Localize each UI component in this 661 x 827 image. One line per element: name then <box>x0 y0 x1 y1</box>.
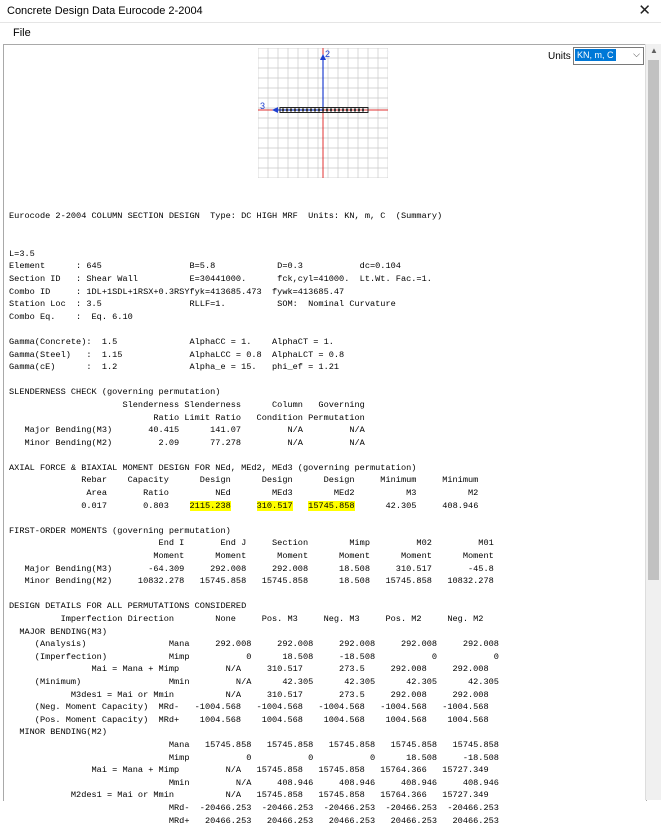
axis-3-label: 3 <box>260 101 266 111</box>
menu-bar <box>0 24 661 43</box>
report-line: (Imperfection) Mimp 0 18.508 -18.508 0 0 <box>9 651 499 662</box>
report-line: AXIAL FORCE & BIAXIAL MOMENT DESIGN FOR NEd, MEd2, MEd3 (governing permutation) <box>9 462 417 473</box>
report-line: MAJOR BENDING(M3) <box>9 626 107 637</box>
report-line: End I End J Section Mimp M02 M01 <box>9 538 494 549</box>
report-line: Major Bending(M3) 40.415 141.07 N/A N/A <box>9 425 365 436</box>
report-line: Gamma(Concrete): 1.5 AlphaCC = 1. AlphaCT = 1. <box>9 336 334 347</box>
report-line: Element : 645 B=5.8 D=0.3 dc=0.104 <box>9 261 401 272</box>
report-line: MINOR BENDING(M2) <box>9 727 107 738</box>
menu-file[interactable]: File <box>13 27 31 39</box>
report-line: Mai = Mana + Mimp N/A 310.517 273.5 292.008 292.008 <box>9 664 489 675</box>
report-line: Rebar Capacity Design Design Design Minimum Minimum <box>9 475 479 486</box>
report-line: 0.017 0.803 2115.238 310.517 15745.858 42.305 408.946 <box>9 500 479 511</box>
units-label: Units <box>548 51 571 62</box>
report-line: Section ID : Shear Wall E=30441000. fck,cyl=41000. Lt.Wt. Fac.=1. <box>9 273 432 284</box>
scrollbar-thumb[interactable] <box>648 60 659 580</box>
report-line: Minor Bending(M2) 2.09 77.278 N/A N/A <box>9 437 365 448</box>
report-line: MRd- -20466.253 -20466.253 -20466.253 -20466.253 -20466.253 <box>9 802 499 813</box>
report-line: Combo Eq. : Eq. 6.10 <box>9 311 133 322</box>
report-line: M3des1 = Mai or Mmin N/A 310.517 273.5 292.008 292.008 <box>9 689 489 700</box>
report-line: Slenderness Slenderness Column Governing <box>9 399 365 410</box>
report-line: Major Bending(M3) -64.309 292.008 292.008 18.508 310.517 -45.8 <box>9 563 494 574</box>
report-line: (Neg. Moment Capacity) MRd- -1004.568 -1004.568 -1004.568 -1004.568 -1004.568 <box>9 702 489 713</box>
report-line: FIRST-ORDER MOMENTS (governing permutation) <box>9 525 231 536</box>
highlighted-design-value: 15745.858 <box>308 500 355 511</box>
design-report-text <box>9 210 499 827</box>
chevron-down-icon: ⌵ <box>633 49 640 59</box>
report-line: SLENDERNESS CHECK (governing permutation) <box>9 387 221 398</box>
title-bar <box>0 0 661 23</box>
report-line: Mmin N/A 408.946 408.946 408.946 408.946 <box>9 777 499 788</box>
report-line: (Analysis) Mana 292.008 292.008 292.008 292.008 292.008 <box>9 639 499 650</box>
report-line: Minor Bending(M2) 10832.278 15745.858 15745.858 18.508 15745.858 10832.278 <box>9 576 494 587</box>
scroll-up-arrow-icon[interactable]: ▲ <box>650 46 658 55</box>
report-line: (Pos. Moment Capacity) MRd+ 1004.568 1004.568 1004.568 1004.568 1004.568 <box>9 714 489 725</box>
report-line: Gamma(cE) : 1.2 Alpha_e = 15. phi_ef = 1.21 <box>9 362 340 373</box>
units-dropdown[interactable] <box>573 47 644 65</box>
report-line: Ratio Limit Ratio Condition Permutation <box>9 412 365 423</box>
report-line: (Minimum) Mmin N/A 42.305 42.305 42.305 42.305 <box>9 676 499 687</box>
report-line: Station Loc : 3.5 RLLF=1. SOM: Nominal Curvature <box>9 299 396 310</box>
report-line: Imperfection Direction None Pos. M3 Neg. M3 Pos. M2 Neg. M2 <box>9 614 484 624</box>
report-line: DESIGN DETAILS FOR ALL PERMUTATIONS CONSIDERED <box>9 601 247 612</box>
window-title: Concrete Design Data Eurocode 2-2004 <box>7 5 203 17</box>
report-line: Mana 15745.858 15745.858 15745.858 15745.858 15745.858 <box>9 739 499 750</box>
report-line: Gamma(Steel) : 1.15 AlphaLCC = 0.8 AlphaLCT = 0.8 <box>9 349 345 360</box>
highlighted-design-value: 310.517 <box>256 500 293 511</box>
close-icon[interactable]: ✕ <box>638 2 651 19</box>
report-line: Moment Moment Moment Moment Moment Moment <box>9 551 494 562</box>
report-line: Mai = Mana + Mimp N/A 15745.858 15745.858 15764.366 15727.349 <box>9 765 489 776</box>
report-line: L=3.5 <box>9 248 35 259</box>
report-line: M2des1 = Mai or Mmin N/A 15745.858 15745.858 15764.366 15727.349 <box>9 790 489 801</box>
highlighted-design-value: 2115.238 <box>189 500 231 511</box>
vertical-scrollbar[interactable] <box>645 44 661 800</box>
rebar-dots <box>282 109 364 112</box>
report-line: MRd+ 20466.253 20466.253 20466.253 20466.253 20466.253 <box>9 815 499 826</box>
units-selected-value: KN, m, C <box>577 50 614 60</box>
axis-2-label: 2 <box>325 49 331 59</box>
report-line: Eurocode 2-2004 COLUMN SECTION DESIGN Type: DC HIGH MRF Units: KN, m, C (Summary) <box>9 211 443 221</box>
section-diagram <box>258 48 388 178</box>
report-line: Mimp 0 0 0 18.508 -18.508 <box>9 752 499 763</box>
report-line: Combo ID : 1DL+1SDL+1RSX+0.3RSYfyk=413685.473 fywk=413685.47 <box>9 286 345 297</box>
report-line: Area Ratio NEd MEd3 MEd2 M3 M2 <box>9 488 479 499</box>
